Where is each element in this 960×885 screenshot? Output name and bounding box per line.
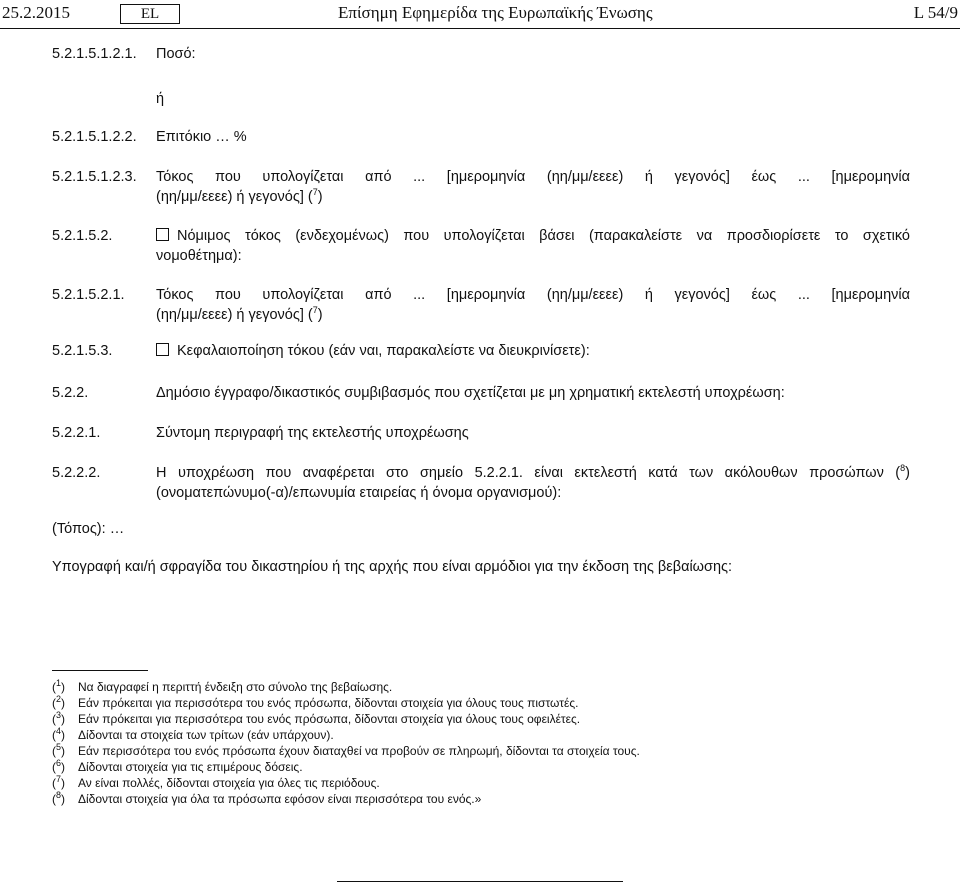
footnote-divider [52,670,148,671]
item-number: 5.2.1.5.1.2.1. [52,46,137,62]
item-number: 5.2.1.5.3. [52,343,113,359]
footnote-number: 6 [56,758,62,768]
item-number: 5.2.1.5.2.1. [52,287,125,303]
footnote-item [52,744,640,759]
item-text: Κεφαλαιοποίηση τόκου (εάν ναι, παρακαλείστε να διευκρινίσετε): [156,341,910,361]
journal-title: Επίσημη Εφημερίδα της Ευρωπαϊκής Ένωσης [338,3,653,22]
item-text-line2: (ονοματεπώνυμο(-α)/επωνυμία εταιρείας ή όνομα οργανισμού): [156,485,562,501]
item-text: Σύντομη περιγραφή της εκτελεστής υποχρέωσης [156,425,469,441]
footnote-text: Δίδονται στοιχεία για όλα τα πρόσωπα εφόσον είναι περισσότερα του ενός.» [78,792,482,806]
footnote-ref: 7 [312,187,318,198]
item-text-line2: (ηη/μμ/εεεε) ή γεγονός] ($^7$) [156,305,323,323]
footnote-number: 5 [56,742,62,752]
checkbox[interactable] [156,343,169,356]
footnote-number: 8 [56,790,62,800]
footnote-text: Εάν πρόκειται για περισσότερα του ενός πρόσωπα, δίδονται στοιχεία για όλους τους οφειλέτες. [78,712,581,726]
footnote-text: Αν είναι πολλές, δίδονται στοιχεία για όλες τις περιόδους. [78,776,380,790]
or-text: ή [156,91,165,107]
footnote-item [52,712,580,727]
footnote-marker: ($^6$) [52,758,66,774]
checkbox[interactable] [156,228,169,241]
footnote-number: 3 [56,710,62,720]
footnote-number: 1 [56,678,62,688]
footnote-item [52,792,481,807]
item-number: 5.2.2.1. [52,425,101,441]
place-field: (Τόπος): … [52,521,125,537]
footnote-ref: 8 [900,463,906,474]
page-header [0,3,960,29]
header-divider [0,28,960,29]
footnote-number: 4 [56,726,62,736]
item-number: 5.2.1.5.2. [52,228,113,244]
end-divider [337,881,623,882]
language-badge: EL [120,4,180,24]
footnote-marker: ($^2$) [52,694,66,710]
footnote-text: Να διαγραφεί η περιττή ένδειξη στο σύνολο της βεβαίωσης. [78,680,393,694]
footnote-text: Εάν πρόκειται για περισσότερα του ενός πρόσωπα, δίδονται στοιχεία για όλους τους πιστωτές. [78,696,579,710]
page-number: L 54/9 [913,3,958,22]
footnote-number: 2 [56,694,62,704]
item-text-line1: Τόκος που υπολογίζεται από ... [ημερομηνία (ηη/μμ/εεεε) ή γεγονός] έως ... [ημερομηνία [156,169,910,185]
item-text-line1: Η υποχρέωση που αναφέρεται στο σημείο 5.2.2.1. είναι εκτελεστή κατά των ακόλουθων προσώπων ($^8$) [156,463,910,481]
footnote-item [52,696,578,711]
item-text-line1: Νόμιμος τόκος (ενδεχομένως) που υπολογίζεται βάσει (παρακαλείστε να προσδιορίσετε το σχετικό [156,226,910,246]
footnote-marker: ($^4$) [52,726,66,742]
item-text-line1: Τόκος που υπολογίζεται από ... [ημερομηνία (ηη/μμ/εεεε) ή γεγονός] έως ... [ημερομηνία [156,287,910,303]
footnote-ref: 7 [312,305,318,316]
footnote-text: Δίδονται στοιχεία για τις επιμέρους δόσεις. [78,760,303,774]
item-number: 5.2.1.5.1.2.2. [52,129,137,145]
footnote-item [52,728,334,743]
footnote-marker: ($^8$) [52,790,66,806]
item-text: Ποσό: [156,46,196,62]
footnote-item [52,776,380,791]
footnote-marker: ($^3$) [52,710,66,726]
footnote-text: Εάν περισσότερα του ενός πρόσωπα έχουν διαταχθεί να προβούν σε πληρωμή, δίδονται τα στοιχεία τους. [78,744,640,758]
footnote-item [52,680,392,695]
item-number: 5.2.2. [52,385,89,401]
footnote-marker: ($^1$) [52,678,66,694]
footnote-marker: ($^7$) [52,774,66,790]
item-text: Δημόσιο έγγραφο/δικαστικός συμβιβασμός που σχετίζεται με μη χρηματική εκτελεστή υποχρέωση: [156,385,785,401]
item-number: 5.2.2.2. [52,465,101,481]
footnote-text: Δίδονται τα στοιχεία των τρίτων (εάν υπάρχουν). [78,728,334,742]
item-text-line2: (ηη/μμ/εεεε) ή γεγονός] ($^7$) [156,187,323,205]
signature-field: Υπογραφή και/ή σφραγίδα του δικαστηρίου ή της αρχής που είναι αρμόδιοι για την έκδοση της βεβαίωσης: [52,559,733,575]
item-number: 5.2.1.5.1.2.3. [52,169,137,185]
footnote-number: 7 [56,774,62,784]
footnote-marker: ($^5$) [52,742,66,758]
item-text-line2: νομοθέτημα): [156,248,242,264]
header-date: 25.2.2015 [2,3,70,22]
item-text: Επιτόκιο … % [156,129,247,145]
footnote-item [52,760,303,775]
